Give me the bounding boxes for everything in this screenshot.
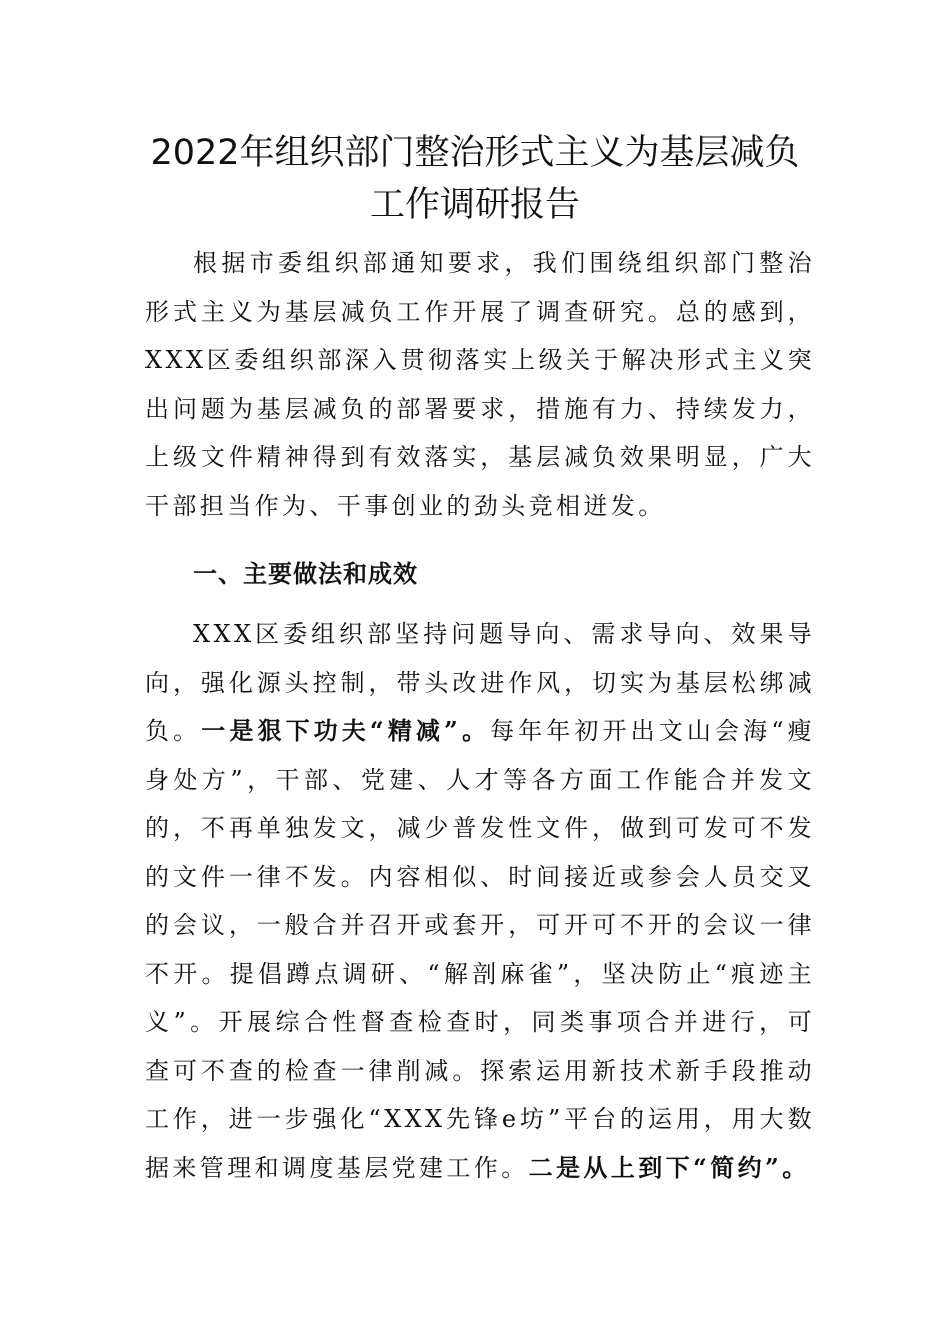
intro-paragraph xyxy=(145,239,815,530)
point-2-heading: 二是从上到下“简约”。 xyxy=(528,1152,810,1182)
point-1-body: 每年年初开出文山会海“瘦身处方”，干部、党建、人才等各方面工作能合并发文的，不再单独发文，减少普发性文件，做到可发可不发的文件一律不发。内容相似、时间接近或参会人员交叉的会议，一般合并召开或套开，可开可不开的会议一律不开。提倡蹲点调研、“解剖麻雀”，坚决防止“痕迹主义”。开展综合性督查检查时，同类事项合并进行，可查可不查的检查一律削减。探索运用新技术新手段推动工作，进一步强化“XXX先锋e坊”平台的运用，用大数据来管理和调度基层党建工作。 xyxy=(145,717,815,1182)
body-intro-text: XXX区委组织部坚持问题导向、需求导向、效果导向，强化源头控制，带头改进作风，切实为基层松绑减负。 xyxy=(145,620,815,745)
document-title-line-1: 2022年组织部门整治形式主义为基层减负 xyxy=(150,133,800,173)
body-paragraph-text xyxy=(145,610,815,1192)
point-1-heading: 一是狠下功夫“精减”。 xyxy=(201,716,491,745)
section-heading: 一、主要做法和成效 xyxy=(193,559,418,588)
intro-paragraph-text: 根据市委组织部通知要求，我们围绕组织部门整治形式主义为基层减负工作开展了调查研究。总的感到，XXX区委组织部深入贯彻落实上级关于解决形式主义突出问题为基层减负的部署要求，措施有力、持续发力，上级文件精神得到有效落实，基层减负效果明显，广大干部担当作为、干事创业的劲头竞相迸发。 xyxy=(145,249,815,520)
document-title-line-2: 工作调研报告 xyxy=(369,185,580,225)
body-paragraph xyxy=(145,610,815,1192)
